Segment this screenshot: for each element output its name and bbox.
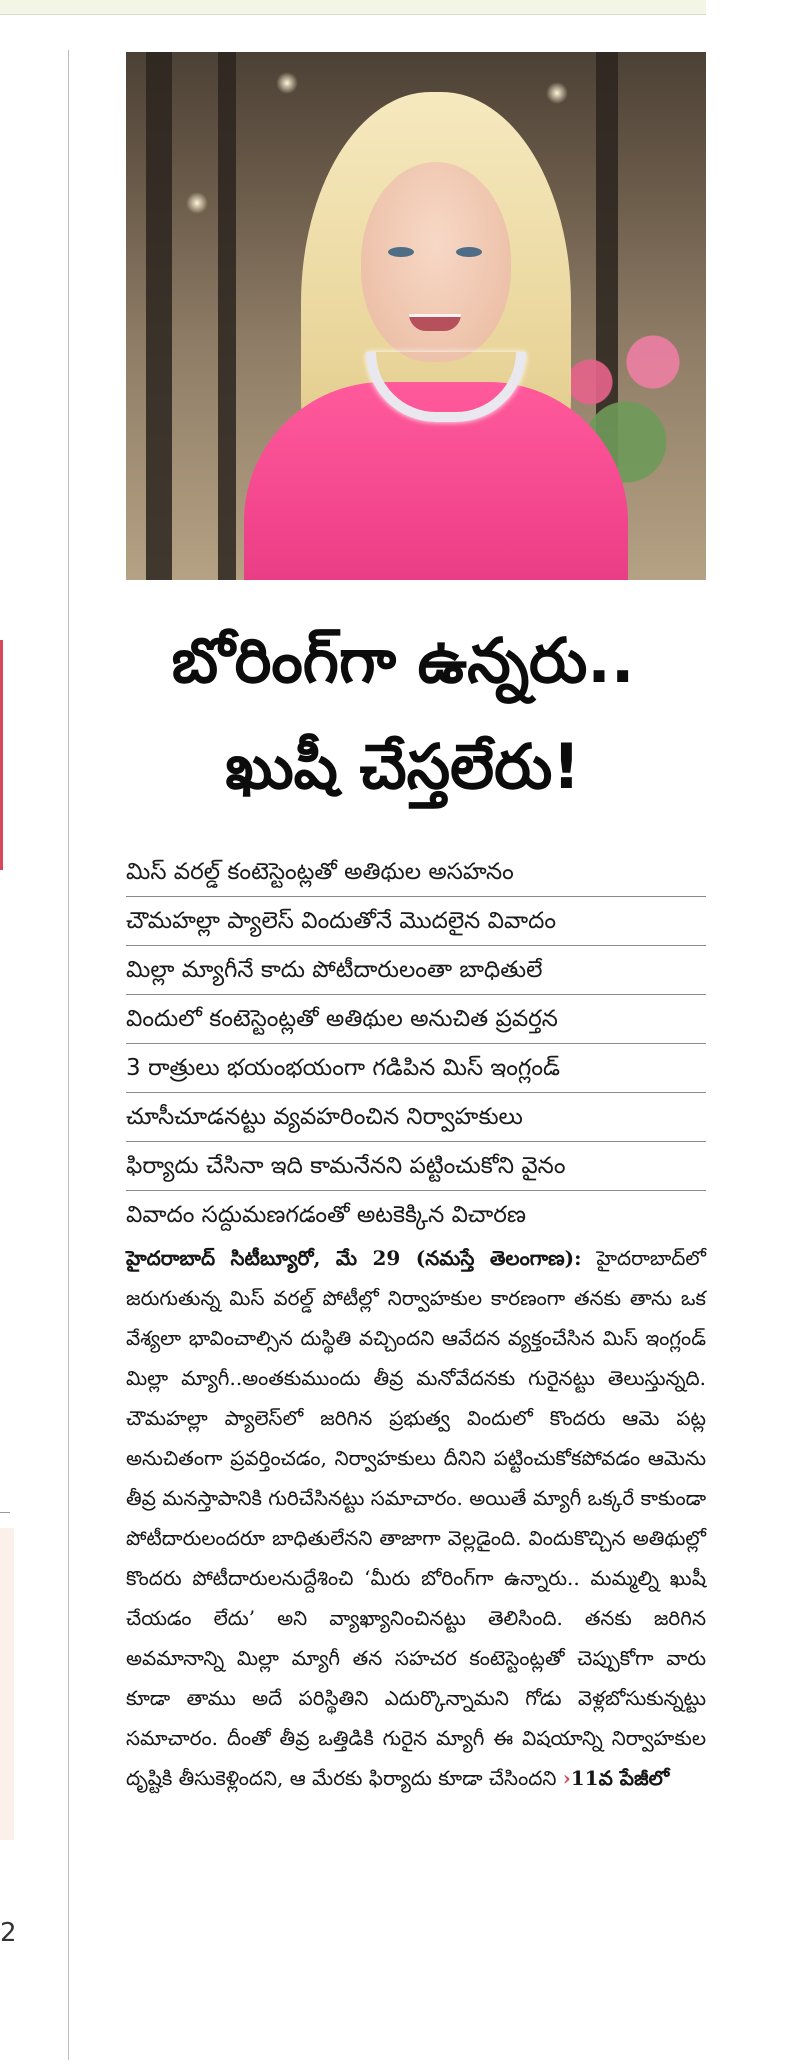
summary-point: ఫిర్యాదు చేసినా ఇది కామనేనని పట్టించుకోని వైనం	[126, 1141, 706, 1190]
summary-point: వివాదం సద్దుమణగడంతో అటకెక్కిన విచారణ	[126, 1190, 706, 1239]
dateline: హైదరాబాద్ సిటీబ్యూరో, మే 29 (నమస్తే తెలంగాణ):	[126, 1246, 582, 1270]
chevron-right-icon: ›	[562, 1766, 571, 1790]
summary-point: మిస్ వరల్డ్ కంటెస్టెంట్లతో అతిథుల అసహనం	[126, 859, 514, 885]
continued-label: 11వ పేజీలో	[570, 1766, 670, 1790]
summary-point: చూసీచూడనట్టు వ్యవహరించిన నిర్వాహకులు	[126, 1092, 706, 1141]
summary-point: మిల్లా మ్యాగీనే కాదు పోటీదారులంతా బాధితులే	[126, 945, 706, 994]
summary-points	[126, 848, 706, 1239]
adjacent-column-tick	[0, 1512, 10, 1513]
adjacent-column-digit: 2	[0, 1918, 17, 1948]
adjacent-column-red-mark	[0, 640, 3, 870]
column-divider	[68, 50, 69, 2060]
headline-line-1: బోరింగ్‌గా ఉన్నరు..	[171, 624, 635, 697]
headline	[100, 608, 706, 820]
headline-line-2: ఖుషీ చేస్తలేరు!	[225, 730, 581, 803]
article-photo	[126, 52, 706, 580]
summary-point: 3 రాత్రులు భయంభయంగా గడిపిన మిస్ ఇంగ్లండ్	[126, 1043, 706, 1092]
summary-point: విందులో కంటెస్టెంట్లతో అతిథుల అనుచిత ప్రవర్తన	[126, 994, 706, 1043]
article-text: హైదరాబాద్‌లో జరుగుతున్న మిస్ వరల్డ్ పోటీల్లో నిర్వాహకుల కారణంగా తనకు తాను ఒక వేశ్యలా భావించాల్సిన దుస్థితి వచ్చిందని ఆవేదన వ్యక్తంచేసిన మిస్ ఇంగ్లండ్ మిల్లా మ్యాగీ..అంతకుముందు తీవ్ర మనోవేదనకు గురైనట్టు తెలుస్తున్నది. చౌమహల్లా ప్యాలెస్‌లో జరిగిన ప్రభుత్వ విందులో కొందరు ఆమె పట్ల అనుచితంగా ప్రవర్తించడం, నిర్వాహకులు దీనిని పట్టించుకోకపోవడం ఆమెను తీవ్ర మనస్తాపానికి గురిచేసినట్టు సమాచారం. అయితే మ్యాగీ ఒక్కరే కాకుండా పోటీదారులందరూ బాధితులేనని తాజాగా వెల్లడైంది. విందుకొచ్చిన అతిథుల్లో కొందరు పోటీదారులనుద్దేశించి ‘మీరు బోరింగ్‌గా ఉన్నారు.. మమ్మల్ని ఖుషీ చేయడం లేదు’ అని వ్యాఖ్యానించినట్టు తెలిసింది. తనకు జరిగిన అవమానాన్ని మిల్లా మ్యాగీ తన సహచర కంటెస్టెంట్లతో చెప్పుకోగా వారు కూడా తాము అదే పరిస్థితిని ఎదుర్కొన్నామని గోడు వెళ్లబోసుకున్నట్టు సమాచారం. దీంతో తీవ్ర ఒత్తిడికి గురైన మ్యాగీ ఈ విషయాన్ని నిర్వాహకుల దృష్టికి తీసుకెళ్లిందని, ఆ మేరకు ఫిర్యాదు కూడా చేసిందని	[126, 1246, 707, 1790]
summary-point: చౌమహల్లా ప్యాలెస్ విందుతోనే మొదలైన వివాదం	[126, 896, 706, 945]
adjacent-column-panel	[0, 1528, 14, 1840]
article-body	[126, 1238, 706, 1798]
top-strip	[0, 0, 706, 15]
continued-jump[interactable]	[563, 1766, 669, 1790]
